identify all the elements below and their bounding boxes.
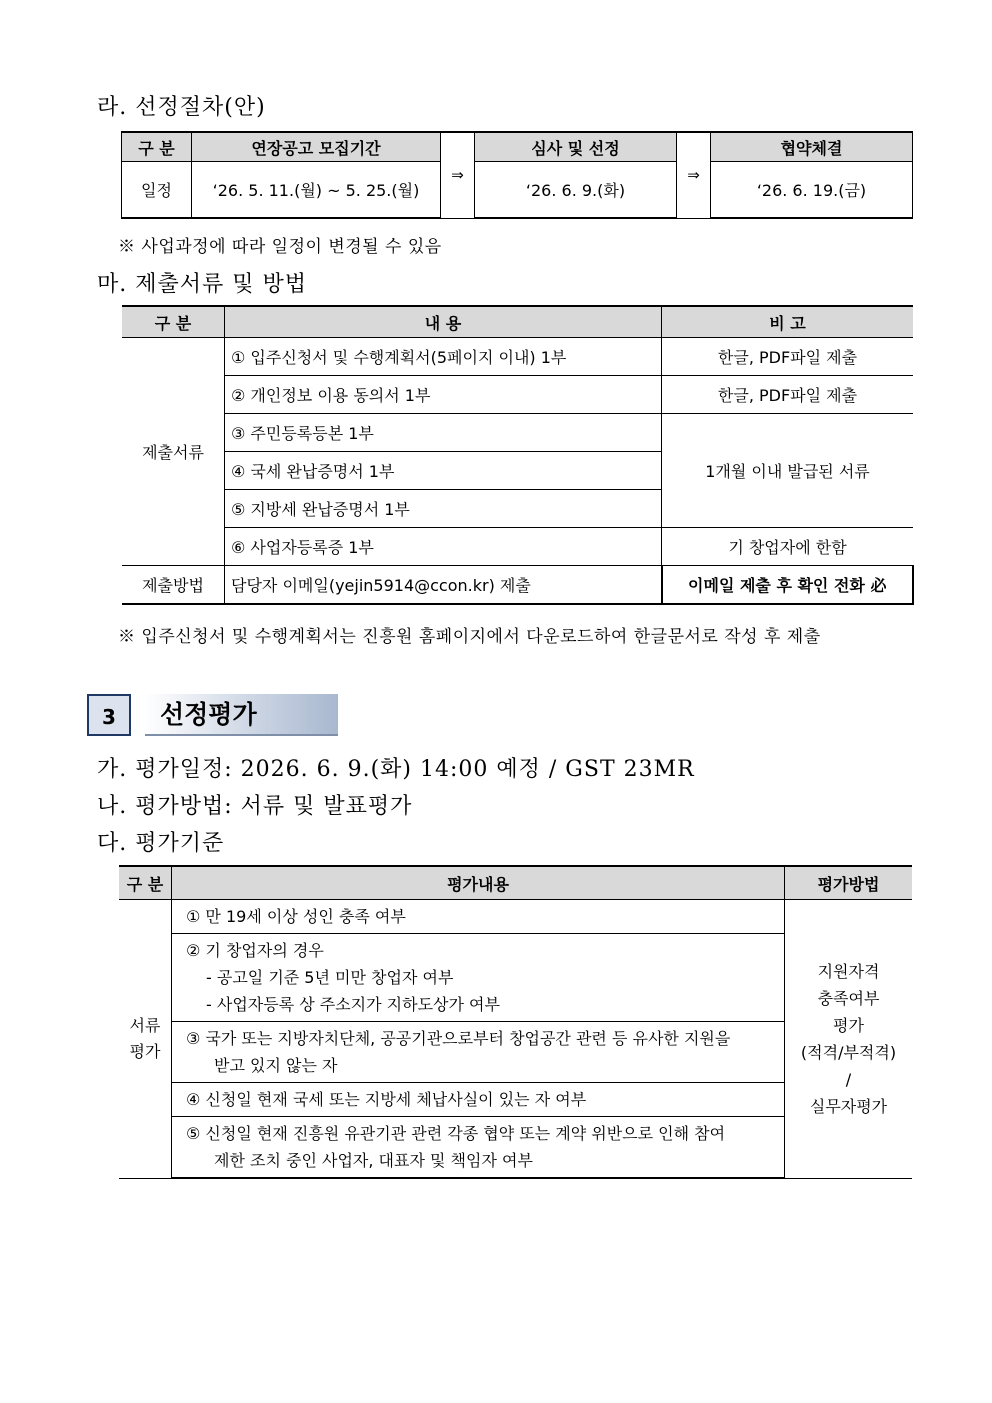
section-number-badge: 3 bbox=[87, 694, 131, 736]
doc-item-3: ③ 주민등록등본 1부 bbox=[225, 414, 662, 452]
doc-item-6: ⑥ 사업자등록증 1부 bbox=[225, 528, 662, 566]
criteria-method-line5: / bbox=[845, 1069, 852, 1089]
eval-method: 나. 평가방법: 서류 및 발표평가 bbox=[97, 794, 413, 819]
criteria-item-2-sub2: - 사업자등록 상 주소지가 지하도상가 여부 bbox=[206, 995, 500, 1014]
criteria-item-2 bbox=[172, 934, 785, 1022]
header-gubun: 구 분 bbox=[122, 132, 192, 162]
criteria-table bbox=[119, 865, 912, 1179]
header-review: 심사 및 선정 bbox=[475, 132, 677, 162]
criteria-method-line3: 평가 bbox=[833, 1015, 864, 1035]
schedule-table bbox=[121, 131, 913, 219]
doc-remark-1: 한글, PDF파일 제출 bbox=[662, 338, 914, 376]
docs-header-content: 내 용 bbox=[225, 306, 662, 338]
criteria-item-4: ④ 신청일 현재 국세 또는 지방세 체납사실이 있는 자 여부 bbox=[172, 1083, 785, 1117]
criteria-header-content: 평가내용 bbox=[172, 866, 785, 900]
section-heading-ma: 마. 제출서류 및 방법 bbox=[97, 272, 307, 297]
documents-table bbox=[122, 305, 914, 605]
schedule-recruit-date: ‘26. 5. 11.(월) ~ 5. 25.(월) bbox=[192, 162, 441, 219]
criteria-item-2-sub1: - 공고일 기준 5년 미만 창업자 여부 bbox=[206, 968, 454, 987]
criteria-method bbox=[785, 900, 913, 1179]
docs-header-gubun: 구 분 bbox=[122, 306, 225, 338]
header-recruit-period: 연장공고 모집기간 bbox=[192, 132, 441, 162]
doc-remark-3: 1개월 이내 발급된 서류 bbox=[662, 414, 914, 528]
eval-criteria-heading: 다. 평가기준 bbox=[97, 831, 225, 856]
docs-method-remark: 이메일 제출 후 확인 전화 必 bbox=[662, 566, 914, 605]
schedule-review-date: ‘26. 6. 9.(화) bbox=[475, 162, 677, 219]
doc-item-2: ② 개인정보 이용 동의서 1부 bbox=[225, 376, 662, 414]
criteria-item-1: ① 만 19세 이상 성인 충족 여부 bbox=[172, 900, 785, 934]
criteria-item-5-line2: 제한 조치 중인 사업자, 대표자 및 책임자 여부 bbox=[214, 1151, 533, 1170]
criteria-item-5 bbox=[172, 1117, 785, 1179]
criteria-group-label bbox=[119, 900, 172, 1179]
arrow-2: ⇒ bbox=[677, 132, 711, 218]
criteria-item-2-title: ② 기 창업자의 경우 bbox=[186, 941, 324, 960]
docs-header-remark: 비 고 bbox=[662, 306, 914, 338]
doc-item-4: ④ 국세 완납증명서 1부 bbox=[225, 452, 662, 490]
criteria-method-line1: 지원자격 bbox=[817, 961, 880, 981]
criteria-group-label-line1: 서류 bbox=[129, 1015, 161, 1035]
docs-method-text: 담당자 이메일(yejin5914@ccon.kr) 제출 bbox=[225, 566, 662, 605]
criteria-header-method: 평가방법 bbox=[785, 866, 913, 900]
section-title: 선정평가 bbox=[145, 694, 338, 736]
criteria-method-line2: 충족여부 bbox=[817, 988, 880, 1008]
doc-item-5: ⑤ 지방세 완납증명서 1부 bbox=[225, 490, 662, 528]
docs-group-label: 제출서류 bbox=[122, 338, 225, 566]
arrow-1: ⇒ bbox=[441, 132, 475, 218]
criteria-header-gubun: 구 분 bbox=[119, 866, 172, 900]
docs-method-label: 제출방법 bbox=[122, 566, 225, 605]
criteria-item-3-line2: 받고 있지 않는 자 bbox=[214, 1056, 338, 1075]
schedule-note: ※ 사업과정에 따라 일정이 변경될 수 있음 bbox=[118, 237, 442, 257]
schedule-agreement-date: ‘26. 6. 19.(금) bbox=[711, 162, 913, 219]
doc-item-1: ① 입주신청서 및 수행계획서(5페이지 이내) 1부 bbox=[225, 338, 662, 376]
criteria-group-label-line2: 평가 bbox=[129, 1041, 161, 1061]
eval-schedule: 가. 평가일정: 2026. 6. 9.(화) 14:00 예정 / GST 23MR bbox=[97, 757, 695, 782]
docs-note: ※ 입주신청서 및 수행계획서는 진흥원 홈페이지에서 다운로드하여 한글문서로 작성 후 제출 bbox=[118, 627, 821, 647]
criteria-item-3 bbox=[172, 1022, 785, 1083]
criteria-method-line4: (적격/부적격) bbox=[800, 1042, 897, 1062]
criteria-item-5-line1: ⑤ 신청일 현재 진흥원 유관기관 관련 각종 협약 또는 계약 위반으로 인해 참여 bbox=[186, 1124, 726, 1143]
header-agreement: 협약체결 bbox=[711, 132, 913, 162]
criteria-item-3-line1: ③ 국가 또는 지방자치단체, 공공기관으로부터 창업공간 관련 등 유사한 지원을 bbox=[186, 1029, 731, 1048]
criteria-method-line6: 실무자평가 bbox=[809, 1096, 888, 1116]
schedule-row-label: 일정 bbox=[122, 162, 192, 219]
section-heading-ra: 라. 선정절차(안) bbox=[97, 95, 266, 120]
doc-remark-4: 기 창업자에 한함 bbox=[662, 528, 914, 566]
doc-remark-2: 한글, PDF파일 제출 bbox=[662, 376, 914, 414]
